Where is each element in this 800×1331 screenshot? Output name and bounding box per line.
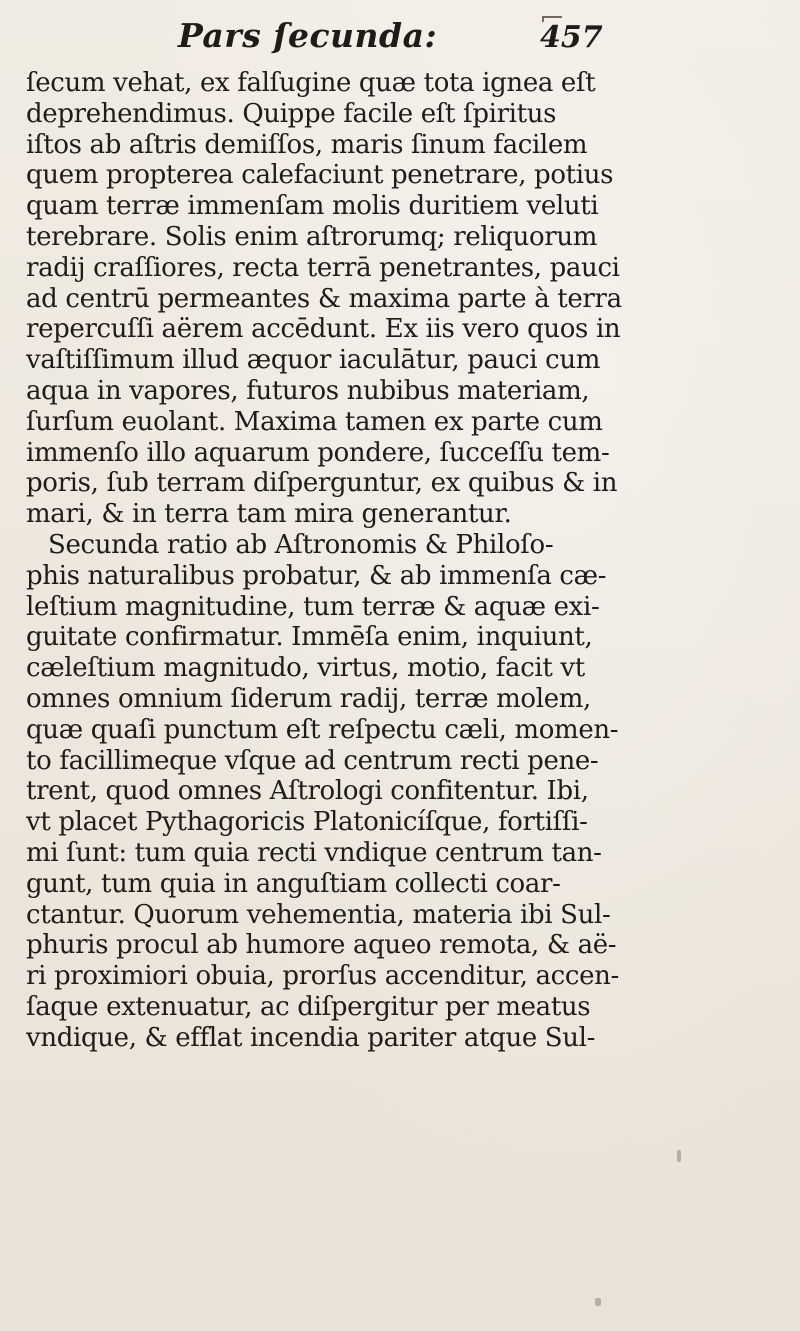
text-line: vaſtiſſimum illud æquor iaculātur, pauci cum (26, 345, 601, 376)
ink-speck (677, 1150, 681, 1162)
page-number: 457 (540, 20, 603, 55)
text-line: phuris procul ab humore aqueo remota, & aë- (26, 930, 617, 961)
text-line: terebrare. Solis enim aſtrorumq; reliquorum (26, 221, 598, 252)
text-line: ctantur. Quorum vehementia, materia ibi Sul- (26, 899, 611, 930)
text-line: quem propterea calefaciunt penetrare, potius (26, 160, 614, 191)
running-title: Pars ſecunda: (178, 16, 438, 55)
text-line: trent, quod omnes Aſtrologi confitentur. Ibi, (26, 776, 589, 807)
text-line: gunt, tum quia in anguſtiam collecti coar- (26, 868, 561, 899)
paragraph-start-line: Secunda ratio ab Aſtronomis & Philoſo- (48, 529, 554, 560)
text-line: vndique, & efflat incendia pariter atque Sul- (26, 1022, 596, 1053)
text-line: mi ſunt: tum quia recti vndique centrum tan- (26, 837, 602, 868)
ink-speck (595, 1298, 601, 1306)
text-line: ſaque extenuatur, ac diſpergitur per meatus (26, 991, 591, 1022)
text-line: vt placet Pythagoricis Platonicíſque, fortiſſi- (26, 807, 588, 838)
text-line: repercuſſi aërem accēdunt. Ex iis vero quos in (26, 314, 621, 345)
text-line: iſtos ab aſtris demiſſos, maris ſinum facilem (26, 129, 588, 160)
text-line: quam terræ immenſam molis duritiem veluti (26, 191, 599, 222)
text-line: omnes omnium ſiderum radij, terræ molem, (26, 683, 591, 714)
text-line: phis naturalibus probatur, & ab immenſa cæ- (26, 560, 607, 591)
text-line: to facillimeque vſque ad centrum recti pene- (26, 745, 599, 776)
running-header (0, 12, 800, 60)
text-line: mari, & in terra tam mira generantur. (26, 499, 512, 530)
text-line: guitate confirmatur. Immēſa enim, inquiunt, (26, 622, 593, 653)
text-line: quæ quaſi punctum eſt reſpectu cæli, momen- (26, 714, 619, 745)
text-line: ri proximiori obuia, prorſus accenditur, accen- (26, 961, 619, 992)
text-line: radij craſſiores, recta terrā penetrantes, pauci (26, 252, 620, 283)
text-line: ſurſum euolant. Maxima tamen ex parte cum (26, 406, 603, 437)
text-line: deprehendimus. Quippe facile eſt ſpiritus (26, 98, 557, 129)
text-line: ad centrū permeantes & maxima parte à terra (26, 283, 622, 314)
text-line: aqua in vapores, futuros nubibus materiam, (26, 375, 590, 406)
text-line: ſecum vehat, ex falſugine quæ tota ignea eſt (26, 68, 596, 98)
main-text-block (26, 68, 786, 1054)
text-line: poris, ſub terram diſperguntur, ex quibus & in (26, 468, 618, 499)
text-line: immenſo illo aquarum pondere, ſucceſſu tem- (26, 437, 610, 468)
text-line: leſtium magnitudine, tum terræ & aquæ exi- (26, 591, 600, 622)
text-line: cæleſtium magnitudo, virtus, motio, facit vt (26, 653, 585, 684)
